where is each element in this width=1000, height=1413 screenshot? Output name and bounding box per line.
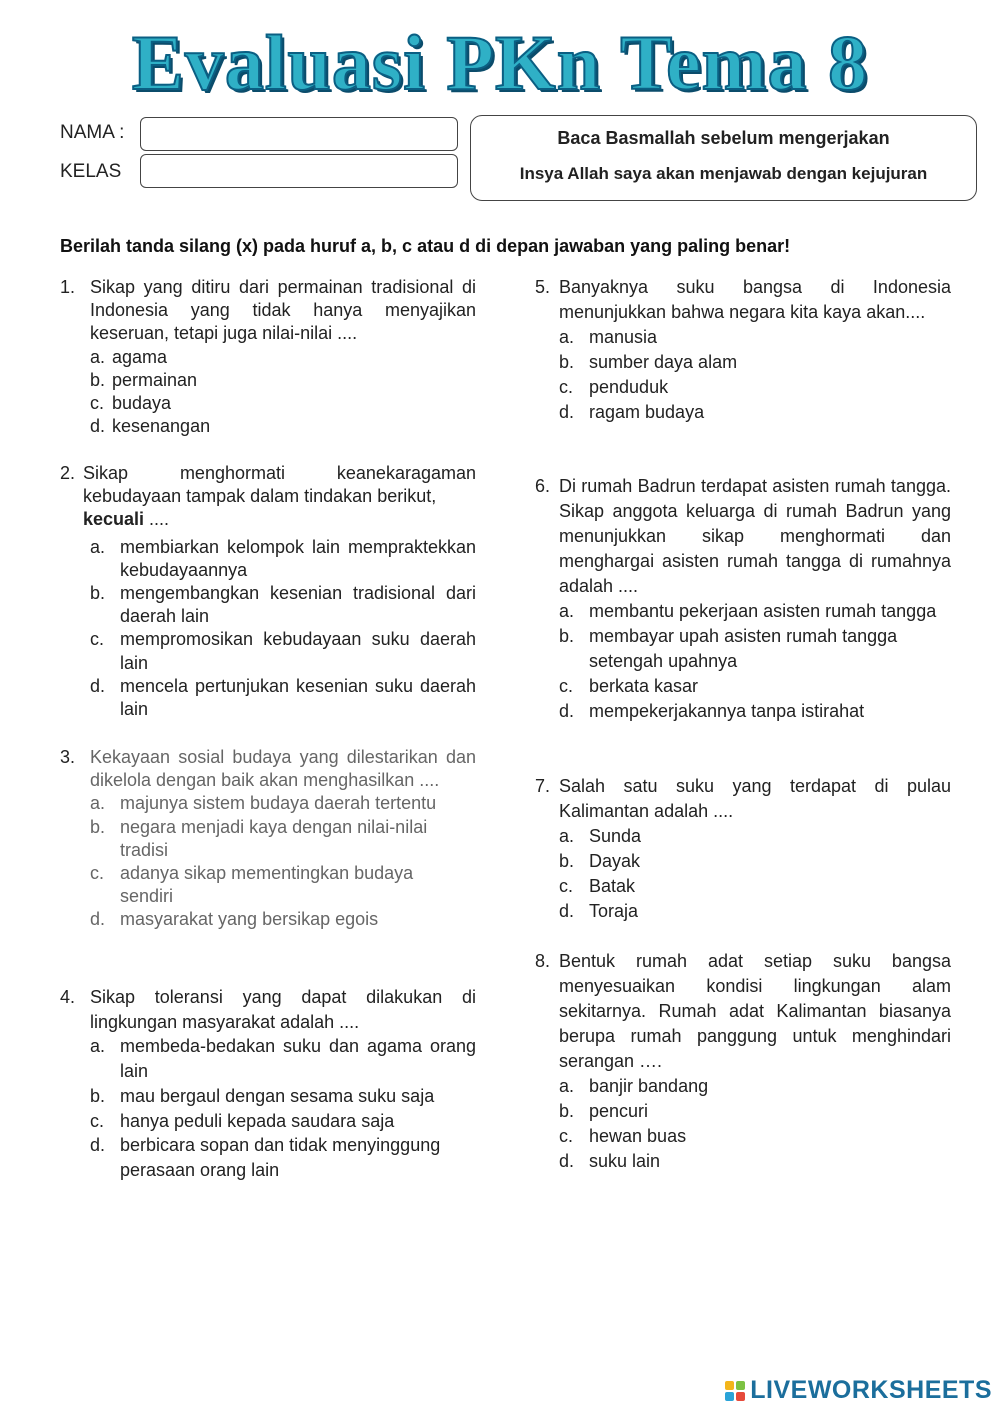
option-d[interactable]: d. kesenangan <box>90 416 211 437</box>
notice-line-2: Insya Allah saya akan menjawab dengan kejujuran <box>519 164 928 183</box>
question-5 <box>535 275 951 425</box>
question-number: 4. <box>60 987 76 1007</box>
option-a[interactable]: a. agama <box>90 346 168 367</box>
question-1 <box>60 276 476 438</box>
option-d[interactable]: d. ragam budaya <box>559 402 705 422</box>
logo-square-icon <box>725 1381 734 1390</box>
question-4 <box>60 985 476 1183</box>
question-number: 1. <box>60 277 76 297</box>
question-text: Bentuk rumah adat setiap suku bangsa menyesuaikan kondisi lingkungan alam sekitarnya. Rumah adat Kalimantan biasanya berupa rumah panggung untuk menghindari serangan …. <box>559 951 951 1071</box>
instruction-text: Berilah tanda silang (x) pada huruf a, b, c atau d di depan jawaban yang paling benar! <box>60 236 791 256</box>
option-c[interactable]: c. penduduk <box>559 377 669 397</box>
notice-line-1: Baca Basmallah sebelum mengerjakan <box>557 128 890 148</box>
nama-label: NAMA : <box>60 122 125 143</box>
option-b[interactable]: b. mau bergaul dengan sesama suku saja <box>90 1085 435 1106</box>
logo-square-icon <box>736 1392 745 1401</box>
option-d[interactable]: d. mencela pertunjukan kesenian suku daerah lain <box>90 675 476 720</box>
kelas-input[interactable] <box>140 154 458 188</box>
option-d[interactable]: d. mempekerjakannya tanpa istirahat <box>559 701 865 721</box>
question-6 <box>535 474 951 724</box>
option-c[interactable]: c. hewan buas <box>559 1126 687 1146</box>
question-text: Sikap yang ditiru dari permainan tradisional di Indonesia yang tidak hanya menyajikan keseruan, tetapi juga nilai-nilai .... <box>90 277 476 344</box>
option-a[interactable]: a. membeda-bedakan suku dan agama orang lain <box>90 1036 476 1082</box>
logo-mark-icon <box>725 1381 745 1401</box>
question-number: 5. <box>535 277 551 297</box>
option-b[interactable]: b. sumber daya alam <box>559 352 738 372</box>
question-8 <box>535 949 951 1174</box>
question-text: Sikap menghormati keanekaragaman kebudayaan tampak dalam tindakan berikut, kecuali .... <box>83 463 476 530</box>
option-a[interactable]: a. majunya sistem budaya daerah tertentu <box>90 793 437 814</box>
liveworksheets-logo <box>725 1376 992 1405</box>
question-text: Banyaknya suku bangsa di Indonesia menunjukkan bahwa negara kita kaya akan.... <box>559 277 951 322</box>
option-b[interactable]: b. negara menjadi kaya dengan nilai-nilai tradisi <box>90 816 428 860</box>
question-text: Kekayaan sosial budaya yang dilestarikan dan dikelola dengan baik akan menghasilkan .... <box>90 747 476 791</box>
option-b[interactable]: b. permainan <box>90 369 198 390</box>
option-b[interactable]: b. mengembangkan kesenian tradisional dari daerah lain <box>90 583 476 627</box>
option-b[interactable]: b. Dayak <box>559 851 641 871</box>
question-text: Di rumah Badrun terdapat asisten rumah tangga. Sikap anggota keluarga di rumah Badrun yang menunjukkan sikap menghormati dan menghargai asisten rumah tangga di rumahnya adalah .... <box>559 476 951 596</box>
option-b[interactable]: b. pencuri <box>559 1101 649 1121</box>
option-c[interactable]: c. budaya <box>90 393 172 414</box>
option-a[interactable]: a. banjir bandang <box>559 1076 709 1096</box>
option-c[interactable]: c. Batak <box>559 876 636 896</box>
option-b[interactable]: b. membayar upah asisten rumah tangga setengah upahnya <box>559 626 898 671</box>
question-2 <box>60 462 476 721</box>
option-d[interactable]: d. suku lain <box>559 1151 661 1171</box>
option-c[interactable]: c. berkata kasar <box>559 676 699 696</box>
option-a[interactable]: a. manusia <box>559 327 658 347</box>
option-d[interactable]: d. masyarakat yang bersikap egois <box>90 909 379 930</box>
question-text: Salah satu suku yang terdapat di pulau Kalimantan adalah .... <box>559 776 951 821</box>
option-d[interactable]: d. Toraja <box>559 901 639 921</box>
logo-square-icon <box>725 1392 734 1401</box>
logo-square-icon <box>736 1381 745 1390</box>
option-c[interactable]: c. adanya sikap mementingkan budaya sendiri <box>90 863 414 907</box>
option-c[interactable]: c. mempromosikan kebudayaan suku daerah lain <box>90 629 476 673</box>
question-3 <box>60 746 476 932</box>
question-number: 8. <box>535 951 551 971</box>
worksheet-title: Evaluasi PKn Tema 8 <box>131 19 869 106</box>
option-c[interactable]: c. hanya peduli kepada saudara saja <box>90 1110 395 1131</box>
option-d[interactable]: d. berbicara sopan dan tidak menyinggung perasaan orang lain <box>90 1135 441 1180</box>
nama-input[interactable] <box>140 117 458 151</box>
logo-text: LIVEWORKSHEETS <box>750 1376 992 1404</box>
question-number: 2. <box>60 463 76 483</box>
kelas-label: KELAS <box>60 161 122 182</box>
question-number: 6. <box>535 476 551 496</box>
notice-box <box>470 115 977 201</box>
question-number: 7. <box>535 776 551 796</box>
option-a[interactable]: a. Sunda <box>559 826 642 846</box>
question-7 <box>535 774 951 924</box>
question-text: Sikap toleransi yang dapat dilakukan di lingkungan masyarakat adalah .... <box>90 987 476 1032</box>
option-a[interactable]: a. membiarkan kelompok lain mempraktekkan kebudayaannya <box>90 536 476 580</box>
option-a[interactable]: a. membantu pekerjaan asisten rumah tangga <box>559 601 937 621</box>
question-number: 3. <box>60 747 76 767</box>
